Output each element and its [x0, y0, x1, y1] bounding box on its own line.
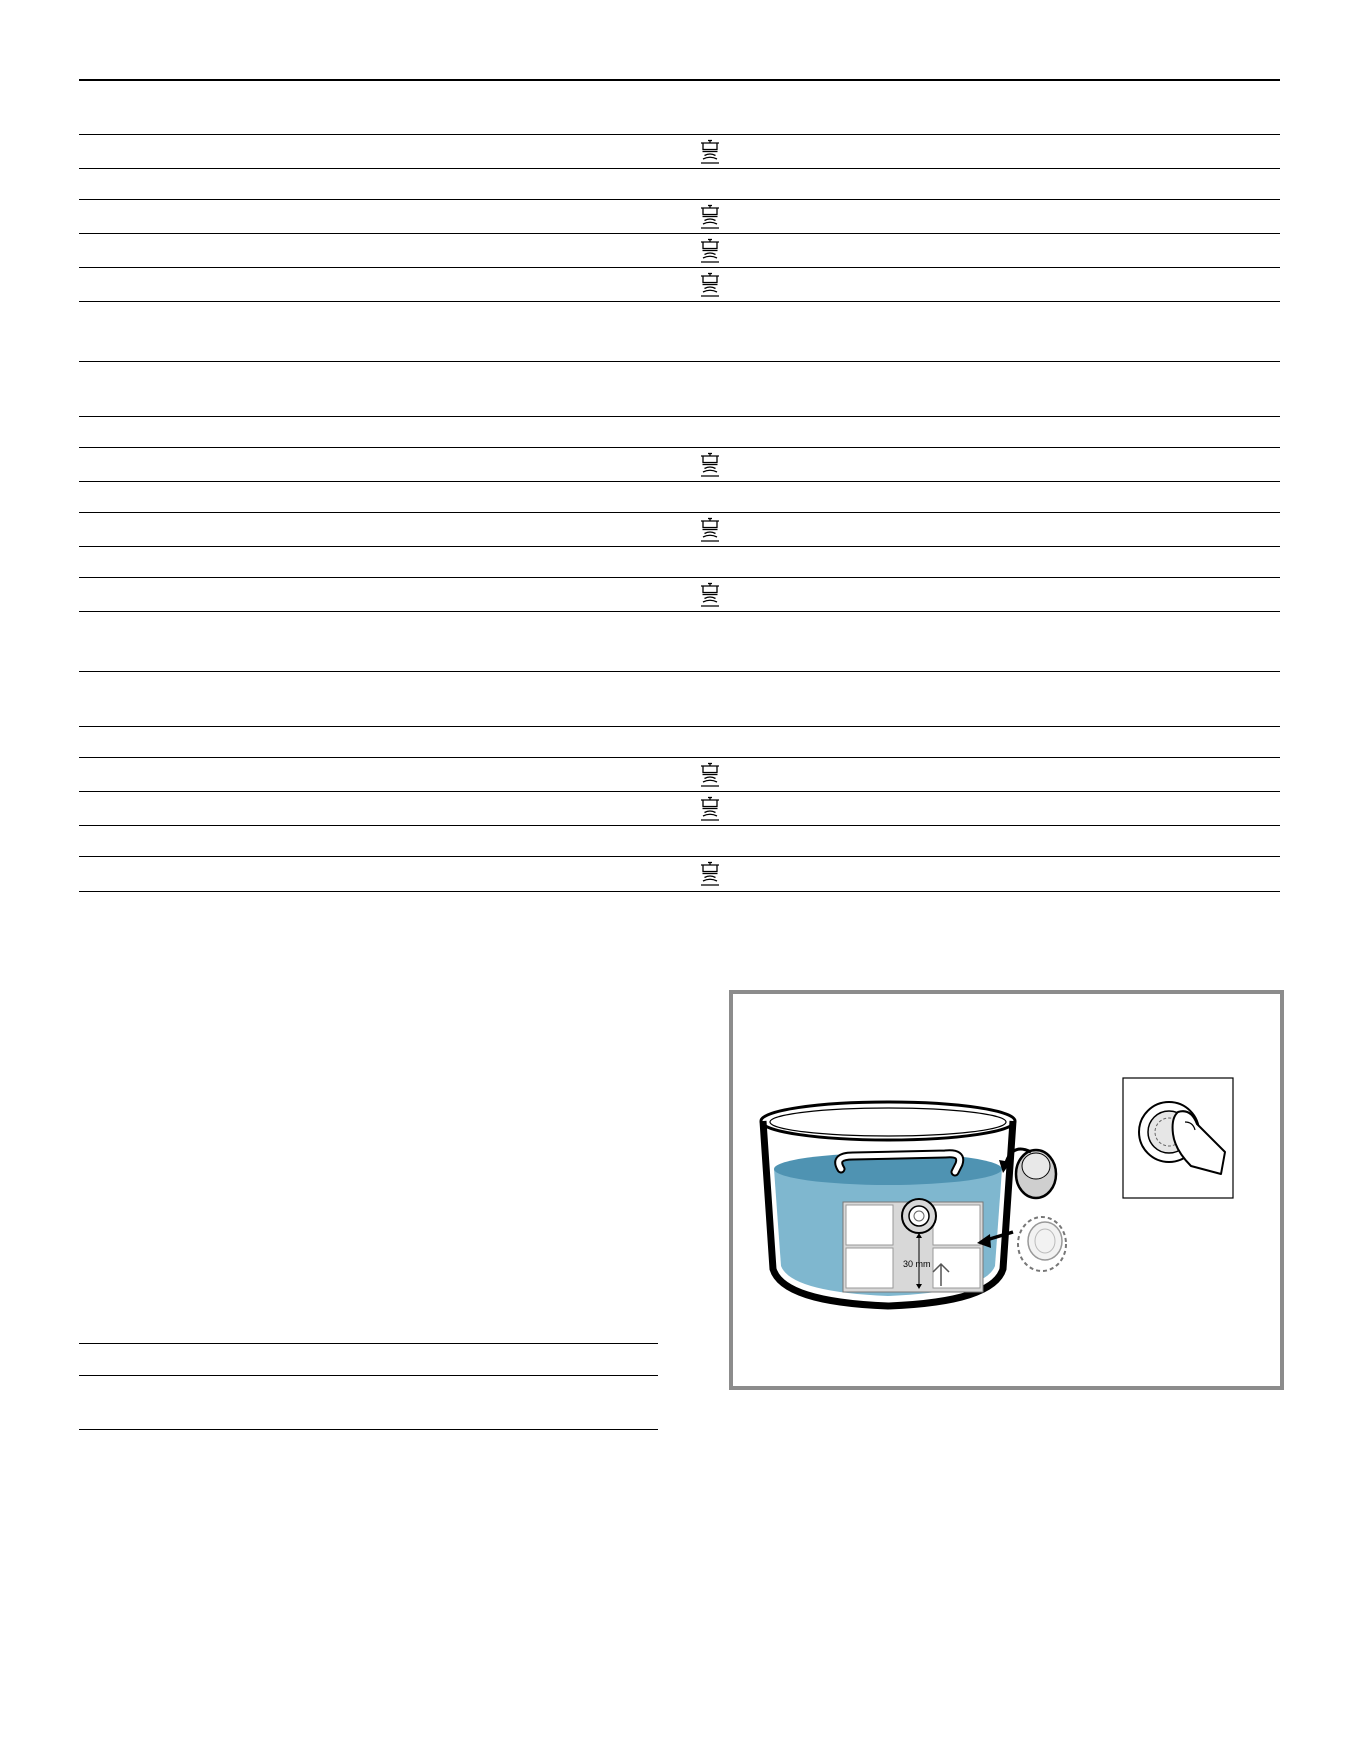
table-row-rule [79, 577, 1280, 578]
pot-sensor-illustration [733, 994, 1280, 1386]
table-row-rule [79, 134, 1280, 135]
table-row-rule [79, 757, 1280, 758]
small-table-row-rule [79, 1375, 658, 1376]
pot-sensor-icon [699, 582, 721, 608]
pot-sensor-icon [699, 762, 721, 788]
table-top-rule [79, 79, 1280, 81]
pot-sensor-icon [699, 272, 721, 298]
table-row-rule [79, 825, 1280, 826]
table-row-rule [79, 512, 1280, 513]
table-row-rule [79, 168, 1280, 169]
pot-sensor-icon [699, 861, 721, 887]
pot-sensor-icon [699, 204, 721, 230]
table-row-rule [79, 233, 1280, 234]
pot-sensor-icon [699, 139, 721, 165]
table-row-rule [79, 361, 1280, 362]
table-row-rule [79, 671, 1280, 672]
table-row-rule [79, 481, 1280, 482]
table-row-rule [79, 791, 1280, 792]
pot-sensor-icon [699, 517, 721, 543]
table-row-rule [79, 611, 1280, 612]
table-row-rule [79, 447, 1280, 448]
table-row-rule [79, 301, 1280, 302]
table-row-rule [79, 856, 1280, 857]
table-row-rule [79, 199, 1280, 200]
table-row-rule [79, 267, 1280, 268]
small-table-bottom-rule [79, 1429, 658, 1430]
table-bottom-rule [79, 891, 1280, 892]
table-row-rule [79, 726, 1280, 727]
pot-sensor-icon [699, 238, 721, 264]
pot-sensor-icon [699, 452, 721, 478]
table-row-rule [79, 546, 1280, 547]
pot-sensor-icon [699, 796, 721, 822]
small-table-top-rule [79, 1343, 658, 1344]
table-row-rule [79, 416, 1280, 417]
dimension-label: 30 mm [903, 1259, 931, 1269]
illustration-frame [729, 990, 1284, 1390]
